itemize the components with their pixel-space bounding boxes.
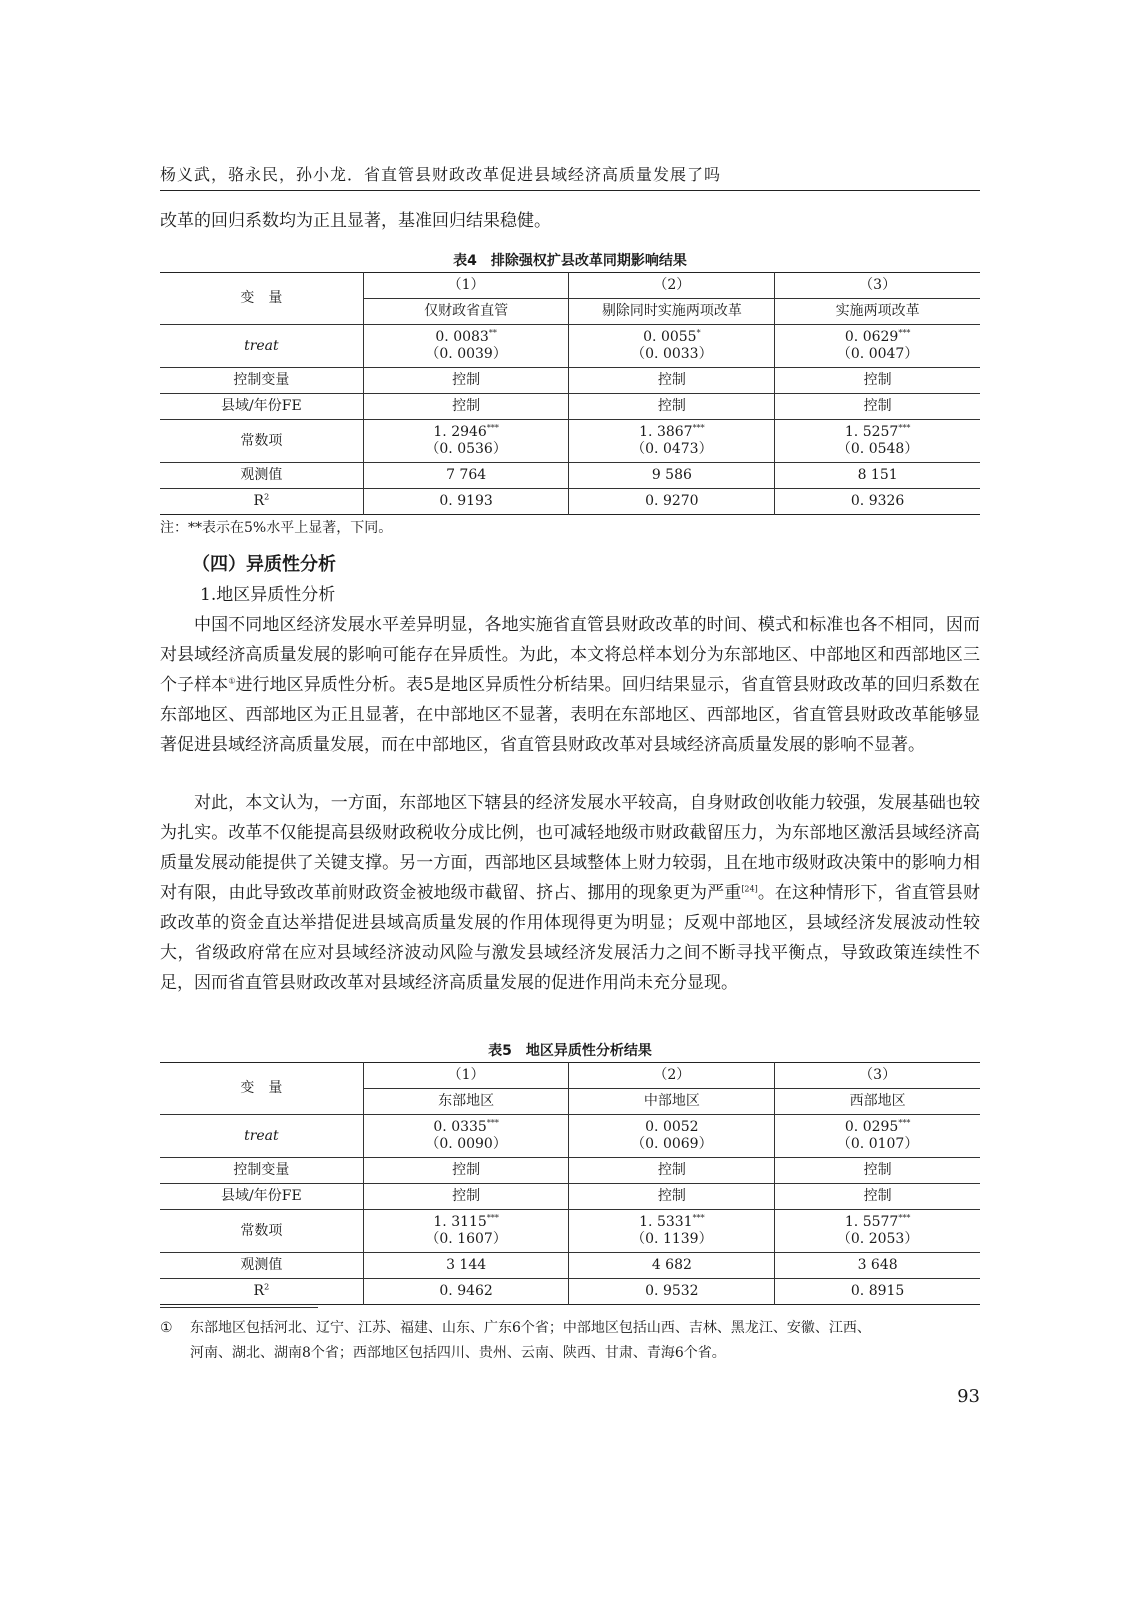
footnote-mark: ① — [160, 1320, 173, 1336]
const-cell: 1. 5577*** （0. 2053） — [775, 1210, 980, 1253]
table-row: $R^2$ 0. 9462 0. 9532 0. 8915 — [160, 1279, 980, 1305]
header-rule — [160, 190, 980, 191]
table-row: 县域/年份FE 控制 控制 控制 — [160, 1184, 980, 1210]
const-cell: 1. 2946*** （0. 0536） — [425, 423, 507, 457]
page-number: 93 — [957, 1386, 980, 1407]
col-num: （3） — [775, 273, 980, 299]
table4-caption: 表4 排除强权扩县改革同期影响结果 — [453, 253, 687, 269]
treat-label: treat — [160, 325, 363, 368]
table-row — [160, 325, 980, 368]
paragraph-2: 对此，本文认为，一方面，东部地区下辖县的经济发展水平较高，自身财政创收能力较强，发展基础也较为扎实。改革不仅能提高县级财政税收分成比例，也可减轻地级市财政截留压力，为东部地区激活县域经济高质量发展动能提供了关键支撑。另一方面，西部地区县域整体上财力较弱，且在地市级财政决策中的影响力相对有限，由此导致改革前财政资金被地级市截留、挤占、挪用的现象更为严重[24]。在这种情形下，省直管县财政改革的资金直达举措促进县域高质量发展的作用体现得更为明显；反观中部地区，县域经济发展波动性较大，省级政府常在应对县域经济波动风险与激发县域经济发展活力之间不断寻找平衡点，导致政策连续性不足，因而省直管县财政改革对县域经济高质量发展的促进作用尚未充分显现。 — [160, 793, 981, 993]
treat-cell: 0. 0629*** （0. 0047） — [775, 325, 980, 368]
treat-cell: 0. 0335*** （0. 0090） — [425, 1118, 507, 1152]
footnote-line-2: 河南、湖北、湖南8个省；西部地区包括四川、贵州、云南、陕西、甘肃、青海6个省。 — [190, 1345, 726, 1361]
col-num: （2） — [569, 273, 775, 299]
var-header: 变 量 — [160, 1063, 363, 1115]
table-row: $R^2$ 0. 9193 0. 9270 0. 9326 — [160, 489, 980, 515]
obs-label: 观测值 — [160, 463, 363, 489]
table4 — [160, 272, 980, 515]
intro-line: 改革的回归系数均为正且显著，基准回归结果稳健。 — [160, 211, 551, 231]
treat-cell: 0. 0295*** （0. 0107） — [775, 1115, 980, 1158]
citation-ref[interactable]: [24] — [741, 884, 758, 894]
running-header: 杨义武，骆永民，孙小龙．省直管县财政改革促进县域经济高质量发展了吗 — [160, 165, 722, 184]
table-row — [160, 420, 980, 463]
col-name: 实施两项改革 — [775, 299, 980, 325]
col-num: （3） — [775, 1063, 980, 1089]
const-cell: 1. 3115*** （0. 1607） — [425, 1213, 507, 1247]
obs-label: 观测值 — [160, 1253, 363, 1279]
const-label: 常数项 — [160, 420, 363, 463]
var-header: 变 量 — [160, 273, 363, 325]
table5 — [160, 1062, 980, 1305]
const-cell: 1. 5257*** （0. 0548） — [775, 420, 980, 463]
treat-cell: 0. 0083** （0. 0039） — [425, 328, 507, 362]
col-num: （1） — [447, 1067, 485, 1083]
table-row: 控制变量 控制 控制 控制 — [160, 368, 980, 394]
col-name: 剔除同时实施两项改革 — [569, 299, 775, 325]
control-label: 控制变量 — [160, 1158, 363, 1184]
table-row: 县域/年份FE 控制 控制 控制 — [160, 394, 980, 420]
col-name: 东部地区 — [438, 1093, 495, 1109]
paragraph-1: 中国不同地区经济发展水平差异明显，各地实施省直管县财政改革的时间、模式和标准也各不相同，因而对县域经济高质量发展的影响可能存在异质性。为此，本文将总样本划分为东部地区、中部地区和西部地区三个子样本①进行地区异质性分析。表5是地区异质性分析结果。回归结果显示，省直管县财政改革的回归系数在东部地区、西部地区为正且显著，在中部地区不显著，表明在东部地区、西部地区，省直管县财政改革能够显著促进县域经济高质量发展，而在中部地区，省直管县财政改革对县域经济高质量发展的影响不显著。 — [160, 615, 980, 755]
table-row — [160, 273, 980, 299]
fe-label: 县域/年份FE — [160, 394, 363, 420]
table-row — [160, 1115, 980, 1158]
footnote-line-1: ① 东部地区包括河北、辽宁、江苏、福建、山东、广东6个省；中部地区包括山西、吉林、黑龙江、安徽、江西、 — [160, 1316, 980, 1341]
table-row: 控制变量 控制 控制 控制 — [160, 1158, 980, 1184]
table4-note: 注：**表示在5%水平上显著，下同。 — [160, 520, 393, 536]
const-label: 常数项 — [160, 1210, 363, 1253]
fe-label: 县域/年份FE — [160, 1184, 363, 1210]
r2-label: $R^2$ — [160, 1279, 363, 1305]
table-row: 观测值 7 764 9 586 8 151 — [160, 463, 980, 489]
section-title: （四）异质性分析 — [192, 554, 336, 575]
col-name: 西部地区 — [775, 1089, 980, 1115]
treat-cell: 0. 0055* （0. 0033） — [569, 325, 775, 368]
const-cell: 1. 3867*** （0. 0473） — [569, 420, 775, 463]
table-row: 观测值 3 144 4 682 3 648 — [160, 1253, 980, 1279]
const-cell: 1. 5331*** （0. 1139） — [569, 1210, 775, 1253]
footnote-rule — [160, 1307, 318, 1308]
footnote — [160, 1316, 980, 1366]
table5-caption: 表5 地区异质性分析结果 — [488, 1043, 652, 1059]
col-num: （2） — [569, 1063, 775, 1089]
col-name: 中部地区 — [569, 1089, 775, 1115]
control-label: 控制变量 — [160, 368, 363, 394]
col-name: 仅财政省直管 — [424, 303, 509, 319]
table-row — [160, 1210, 980, 1253]
footnote-ref[interactable]: ① — [228, 676, 236, 686]
r2-label: $R^2$ — [160, 489, 363, 515]
subsection-title: 1.地区异质性分析 — [200, 585, 336, 605]
treat-cell: 0. 0052 （0. 0069） — [569, 1115, 775, 1158]
treat-label: treat — [160, 1115, 363, 1158]
table-row — [160, 1063, 980, 1089]
col-num: （1） — [447, 277, 485, 293]
